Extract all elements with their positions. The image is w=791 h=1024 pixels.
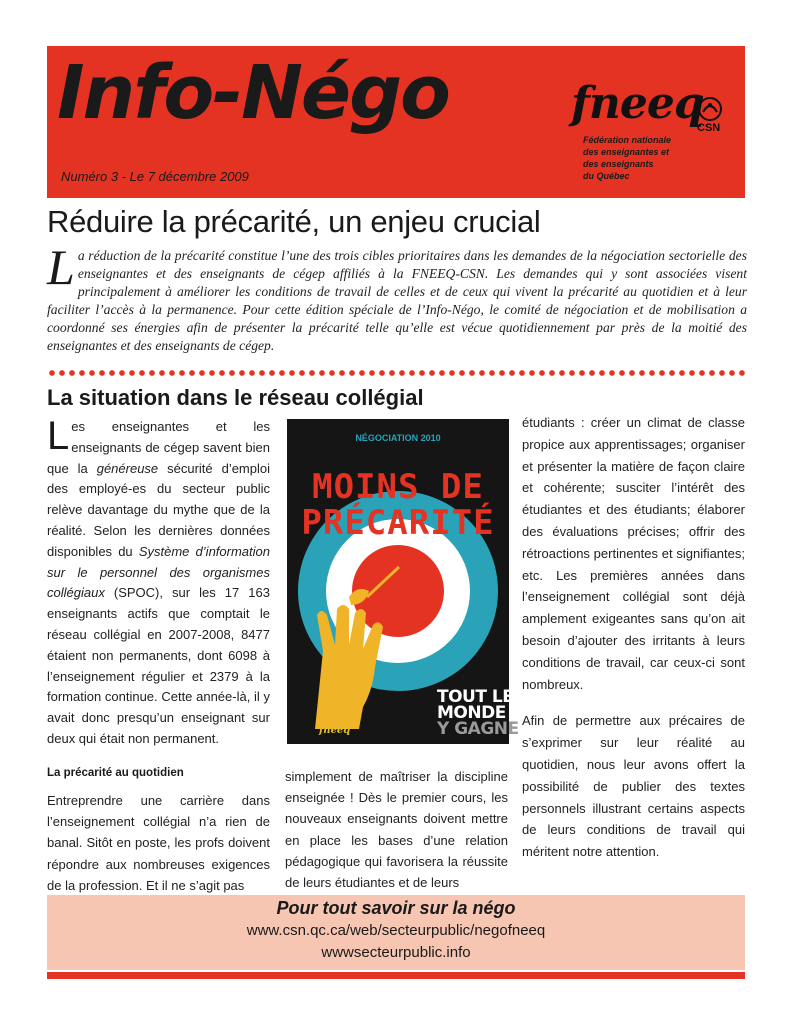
poster-line-1: MOINS DE xyxy=(312,467,484,507)
poster-slogan: TOUT LE MONDE Y GAGNE xyxy=(437,687,519,739)
column-3-paragraph-2: Afin de permettre aux précaires de s’exprimer sur leur réalité au quotidien, nous leur avons offert la possibilité de publier des textes personnels illustrant certains aspects de leurs conditions de travail qui méritent notre attention. xyxy=(522,713,745,860)
banner-link-negofneeq[interactable]: www.csn.qc.ca/web/secteurpublic/negofneeq xyxy=(246,922,546,939)
lead-dropcap: L xyxy=(47,239,75,295)
csn-emblem-icon xyxy=(697,96,723,122)
article-column-3 xyxy=(522,412,745,863)
fneeq-logo xyxy=(571,78,741,192)
article-column-1b: Entreprendre une carrière dans l’enseignement collégial n’a rien de banal. Sitôt en poste, les profs doivent répondre aux nombreuses exigences de la profession. Et il ne s’agit pas xyxy=(47,793,270,893)
lead-paragraph xyxy=(47,239,747,355)
info-banner xyxy=(47,895,745,970)
article-column-1: Les enseignantes et les enseignants de cégep savent bien que la généreuse sécurité d’emploi des employé-es du secteur public relève davantage du mythe que de la réalité. Selon les dernières données disponibles du Système d’information sur le personnel des organismes collégiaux (SPOC), sur les 17 163 enseignants actifs que comptait le réseau collégial en 2007-2008, 8477 étaient non permanents, dont 6098 à l’enseignement régulier et 2379 à la formation continue. Cette année-là, il y avait donc presqu’un enseignant sur deux qui était non permanent. xyxy=(47,414,270,746)
banner-link-secteurpublic[interactable]: wwwsecteurpublic.info xyxy=(321,944,471,961)
column-3-paragraph-1: étudiants : créer un climat de classe propice aux apprentissages; organiser et présenter la matière de façon claire et cohérente; susciter l’intérêt des étudiantes et des étudiants; élaborer des évaluations précises; offrir des rétroactions pertinentes et signifiantes; etc. Les premières années dans l’enseignement collégial sont déjà amplement exigeantes sans qu’on ait besoin d’ajouter des irritants à leurs conditions de travail, car ceux-ci sont nombreux. xyxy=(522,415,745,692)
poster-negotiation-label: NÉGOCIATION 2010 xyxy=(355,433,441,443)
article-column-2: simplement de maîtriser la discipline enseignée ! Dès le premier cours, les nouveaux enseignants doivent mettre en place les bases d’une relation pédagogique qui favorisera la réussite de leurs étudiantes et de leurs xyxy=(285,769,508,891)
dotted-divider xyxy=(47,369,747,377)
column-dropcap: L xyxy=(47,414,70,458)
masthead xyxy=(47,46,745,198)
campaign-poster xyxy=(287,419,519,744)
issue-date: Numéro 3 - Le 7 décembre 2009 xyxy=(61,169,249,184)
banner-title: Pour tout savoir sur la négo xyxy=(276,898,516,918)
headline: Réduire la précarité, un enjeu crucial xyxy=(47,204,541,239)
logo-wordmark: fneeq xyxy=(571,78,704,129)
logo-csn: CSN xyxy=(697,122,721,134)
footer-bar xyxy=(47,972,745,979)
subheading: La précarité au quotidien xyxy=(47,767,184,779)
newsletter-title: Info-Négo xyxy=(57,50,449,136)
lead-text: a réduction de la précarité constitue l’une des trois cibles prioritaires dans les demandes de la négociation sectorielle des enseignantes et des enseignants de cégep affiliés à la FNEEQ-CSN. Les demandes qui y sont associées visent principalement à améliorer les conditions de travail de celles et de ceux qui vivent la précarité au quotidien et à leur faciliter l’accès à la permanence. Pour cette édition spéciale de l’Info-Négo, le comité de négociation et de mobilisation a coordonné ses énergies afin de présenter la précarité telle qu’elle est vécue quotidiennement par près de la moitié des enseignantes et des enseignants de cégep. xyxy=(47,248,747,353)
poster-line-2: PRÉCARITÉ xyxy=(301,503,495,543)
section-title: La situation dans le réseau collégial xyxy=(47,385,424,410)
poster-logo: fneeq xyxy=(319,725,351,736)
logo-org-name: Fédération nationale des enseignantes et des enseignants du Québec xyxy=(583,135,672,181)
